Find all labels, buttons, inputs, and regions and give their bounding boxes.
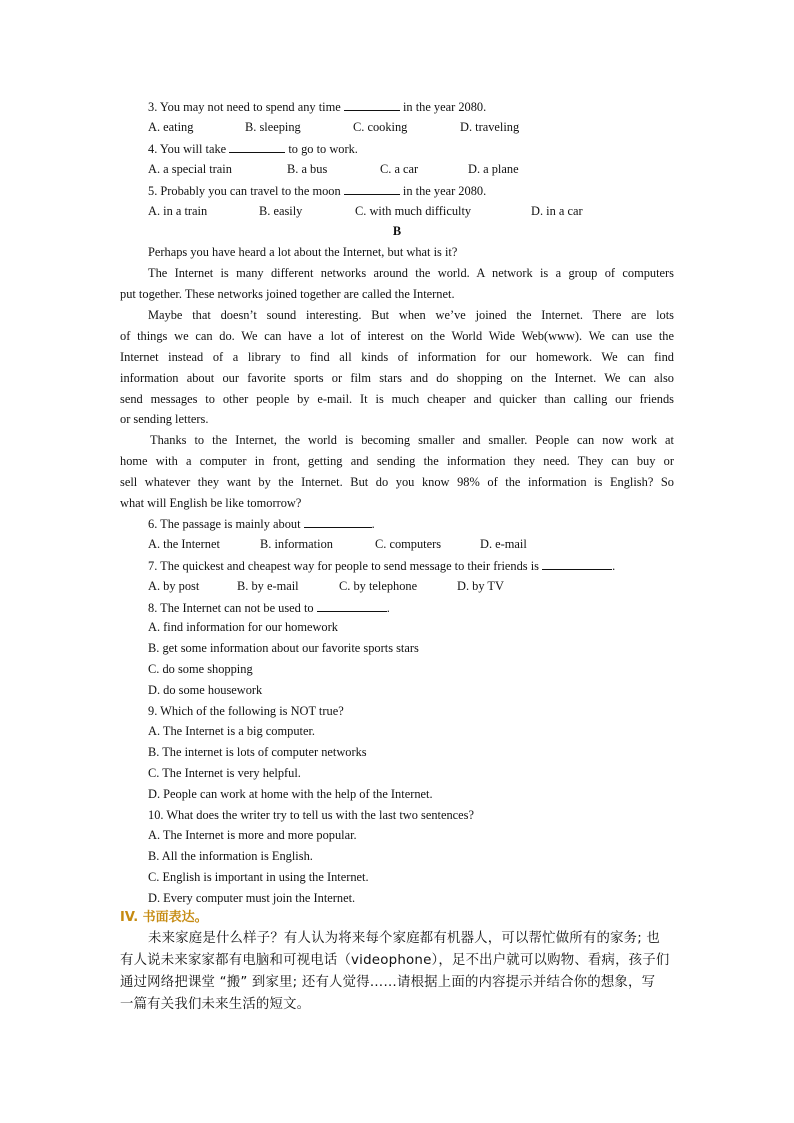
writing-prompt-line: 一篇有关我们未来生活的短文。 — [120, 997, 311, 1012]
answer-blank — [229, 140, 285, 153]
option: B. a bus — [287, 162, 328, 176]
passage-line: send messages to other people by e-mail. It is much cheaper and quicker than calling our friends — [120, 392, 674, 406]
answer-blank — [344, 182, 400, 195]
question-7: 7. The quickest and cheapest way for people to send message to their friends is . — [148, 559, 616, 573]
question-9: 9. Which of the following is NOT true? — [148, 704, 344, 718]
passage-line: Perhaps you have heard a lot about the Internet, but what is it? — [148, 245, 458, 259]
question-6: 6. The passage is mainly about . — [148, 517, 375, 531]
option: B. get some information about our favorite sports stars — [148, 641, 419, 655]
passage-line: Thanks to the Internet, the world is becoming smaller and smaller. People can now work at — [150, 433, 674, 447]
option: C. English is important in using the Internet. — [148, 870, 369, 884]
writing-prompt-line: 有人说未来家家都有电脑和可视电话（videophone），足不出户就可以购物、看病，孩子们 — [120, 953, 670, 968]
passage-line: information about our favorite sports or film stars and do shopping on the Internet. We can also — [120, 371, 674, 385]
option: D. a plane — [468, 162, 519, 176]
option: D. do some housework — [148, 683, 263, 697]
option: C. with much difficulty — [355, 204, 472, 218]
passage-line: sell whatever they want by the Internet. But do you know 98% of the information is English? So — [120, 475, 674, 489]
option: A. eating — [148, 120, 194, 134]
answer-blank — [344, 98, 400, 111]
passage-line: The Internet is many different networks around the world. A network is a group of computers — [148, 266, 674, 280]
answer-blank — [542, 557, 612, 570]
option: C. cooking — [353, 120, 408, 134]
option: D. People can work at home with the help of the Internet. — [148, 787, 433, 801]
question-3: 3. You may not need to spend any time in the year 2080. — [148, 100, 487, 114]
question-10: 10. What does the writer try to tell us with the last two sentences? — [148, 808, 474, 822]
answer-blank — [304, 515, 372, 528]
option: D. by TV — [457, 579, 504, 593]
option: B. All the information is English. — [148, 849, 313, 863]
option: A. by post — [148, 579, 200, 593]
question-4: 4. You will take to go to work. — [148, 142, 358, 156]
option: A. The Internet is a big computer. — [148, 724, 316, 738]
option: D. Every computer must join the Internet. — [148, 891, 356, 905]
option: B. The internet is lots of computer networks — [148, 745, 367, 759]
option: D. in a car — [531, 204, 583, 218]
option: A. the Internet — [148, 537, 220, 551]
writing-prompt-line: 未来家庭是什么样子？有人认为将来每个家庭都有机器人，可以帮忙做所有的家务; 也 — [148, 931, 661, 946]
option: C. The Internet is very helpful. — [148, 766, 301, 780]
option: C. a car — [380, 162, 419, 176]
answer-blank — [317, 599, 387, 612]
passage-line: Maybe that doesn’t sound interesting. But when we’ve joined the Internet. There are lots — [148, 308, 674, 322]
passage-line: Internet instead of a library to find all kinds of information for our homework. We can find — [120, 350, 674, 364]
passage-line: put together. These networks joined together are called the Internet. — [120, 287, 455, 301]
section-heading: IV. 书面表达。 — [120, 910, 208, 925]
option: C. do some shopping — [148, 662, 253, 676]
option: A. find information for our homework — [148, 620, 338, 634]
question-8: 8. The Internet can not be used to . — [148, 601, 390, 615]
option: A. The Internet is more and more popular. — [148, 828, 357, 842]
option: A. in a train — [148, 204, 208, 218]
option: C. by telephone — [339, 579, 418, 593]
writing-prompt-line: 通过网络把课堂 “搬” 到家里; 还有人觉得……请根据上面的内容提示并结合你的想象，写 — [120, 975, 656, 990]
option: B. easily — [259, 204, 303, 218]
passage-line: or sending letters. — [120, 412, 209, 426]
question-5: 5. Probably you can travel to the moon in the year 2080. — [148, 184, 487, 198]
passage-line: home with a computer in front, getting and sending the information they need. They can buy or — [120, 454, 674, 468]
passage-line: what will English be like tomorrow? — [120, 496, 302, 510]
option: A. a special train — [148, 162, 232, 176]
option: C. computers — [375, 537, 442, 551]
passage-line: of things we can do. We can have a lot of interest on the World Wide Web(www). We can use the — [120, 329, 674, 343]
option: B. information — [260, 537, 333, 551]
option: D. traveling — [460, 120, 520, 134]
option: D. e-mail — [480, 537, 527, 551]
option: B. sleeping — [245, 120, 301, 134]
section-title: B — [392, 224, 402, 238]
option: B. by e-mail — [237, 579, 299, 593]
